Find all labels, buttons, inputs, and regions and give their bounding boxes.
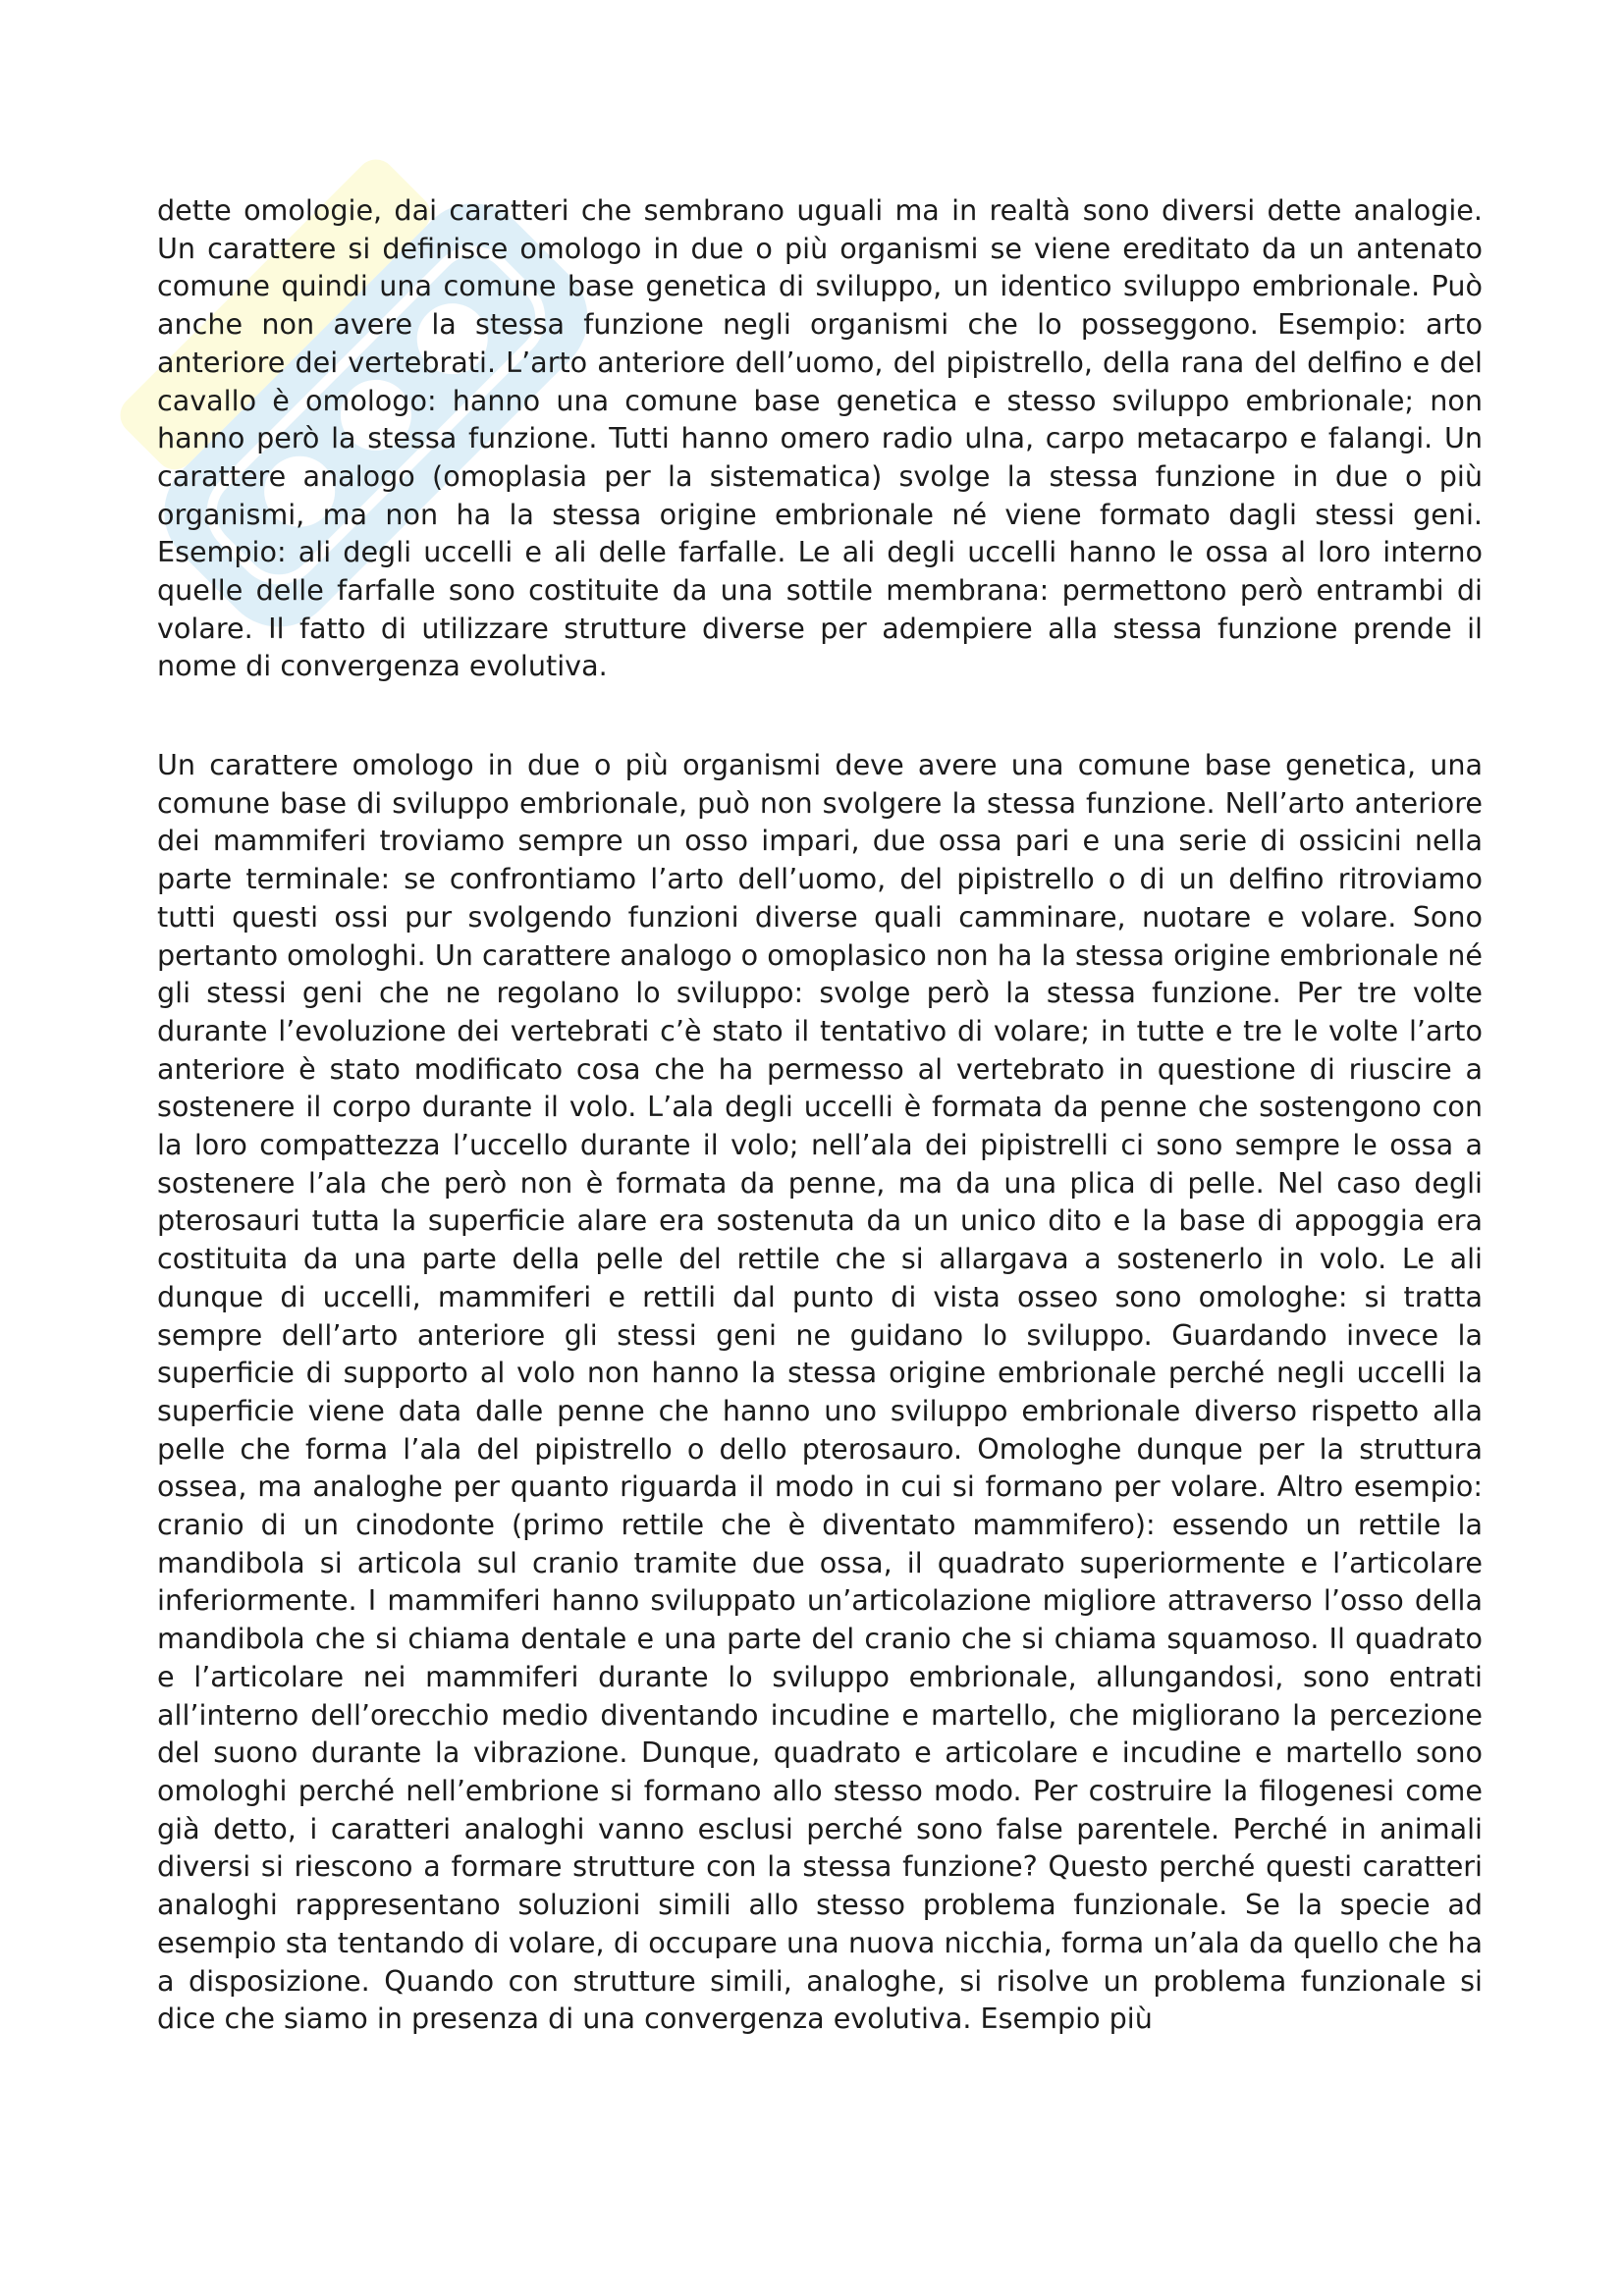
body-paragraph-2: Un carattere omologo in due o più organismi deve avere una comune base genetica, una comune base di sviluppo embrionale, può non svolgere la stessa funzione. Nell’arto anteriore dei mammiferi troviamo sempre un osso impari, due ossa pari e una serie di ossicini nella parte terminale: se confrontiamo l’arto dell’uomo, del pipistrello o di un delfino ritroviamo tutti questi ossi pur svolgendo funzioni diverse quali camminare, nuotare e volare. Sono pertanto omologhi. Un carattere analogo o omoplasico non ha la stessa origine embrionale né gli stessi geni che ne regolano lo sviluppo: svolge però la stessa funzione. Per tre volte durante l’evoluzione dei vertebrati c’è stato il tentativo di volare; in tutte e tre le volte l’arto anteriore è stato modificato cosa che ha permesso al vertebrato in questione di riuscire a sostenere il corpo durante il volo. L’ala degli uccelli è formata da penne che sostengono con la loro compattezza l’uccello durante il volo; nell’ala dei pipistrelli ci sono sempre le ossa a sostenere l’ala che però non è formata da penne, ma da una plica di pelle. Nel caso degli pterosauri tutta la superficie alare era sostenuta da un unico dito e la base di appoggia era costituita da una parte della pelle del rettile che si allargava a sostenerlo in volo. Le ali dunque di uccelli, mammiferi e rettili dal punto di vista osseo sono omologhe: si tratta sempre dell’arto anteriore gli stessi geni ne guidano lo sviluppo. Guardando invece la superficie di supporto al volo non hanno la stessa origine embrionale perché negli uccelli la superficie viene data dalle penne che hanno uno sviluppo embrionale diverso rispetto alla pelle che forma l’ala del pipistrello o dello pterosauro. Omologhe dunque per la struttura ossea, ma analoghe per quanto riguarda il modo in cui si formano per volare. Altro esempio: cranio di un cinodonte (primo rettile che è diventato mammifero): essendo un rettile la mandibola si articola sul cranio tramite due ossa, il quadrato superiormente e l’articolare inferiormente. I mammiferi hanno sviluppato un’articolazione migliore attraverso l’osso della mandibola che si chiama dentale e una parte del cranio che si chiama squamoso. Il quadrato e l’articolare nei mammiferi durante lo sviluppo embrionale, allungandosi, sono entrati all’interno dell’orecchio medio diventando incudine e martello, che migliorano la percezione del suono durante la vibrazione. Dunque, quadrato e articolare e incudine e martello sono omologhi perché nell’embrione si formano allo stesso modo. Per costruire la filogenesi come già detto, i caratteri analoghi vanno esclusi perché sono false parentele. Perché in animali diversi si riescono a formare strutture con la stessa funzione? Questo perché questi caratteri analoghi rappresentano soluzioni simili allo stesso problema funzionale. Se la specie ad esempio sta tentando di volare, di occupare una nuova nicchia, forma un’ala da quello che ha a disposizione. Quando con strutture simili, analoghe, si risolve un problema funzionale si dice che siamo in presenza di una convergenza evolutiva. Esempio più	[157, 748, 1483, 2036]
body-paragraph-1: dette omologie, dai caratteri che sembrano uguali ma in realtà sono diversi dette analogie. Un carattere si definisce omologo in due o più organismi se viene ereditato da un antenato comune quindi una comune base genetica di sviluppo, un identico sviluppo embrionale. Può anche non avere la stessa funzione negli organismi che lo posseggono. Esempio: arto anteriore dei vertebrati. L’arto anteriore dell’uomo, del pipistrello, della rana del delfino e del cavallo è omologo: hanno una comune base genetica e stesso sviluppo embrionale; non hanno però la stessa funzione. Tutti hanno omero radio ulna, carpo metacarpo e falangi. Un carattere analogo (omoplasia per la sistematica) svolge la stessa funzione in due o più organismi, ma non ha la stessa origine embrionale né viene formato dagli stessi geni. Esempio: ali degli uccelli e ali delle farfalle. Le ali degli uccelli hanno le ossa al loro interno quelle delle farfalle sono costituite da una sottile membrana: permettono però entrambi di volare. Il fatto di utilizzare strutture diverse per adempiere alla stessa funzione prende il nome di convergenza evolutiva.	[157, 193, 1483, 683]
